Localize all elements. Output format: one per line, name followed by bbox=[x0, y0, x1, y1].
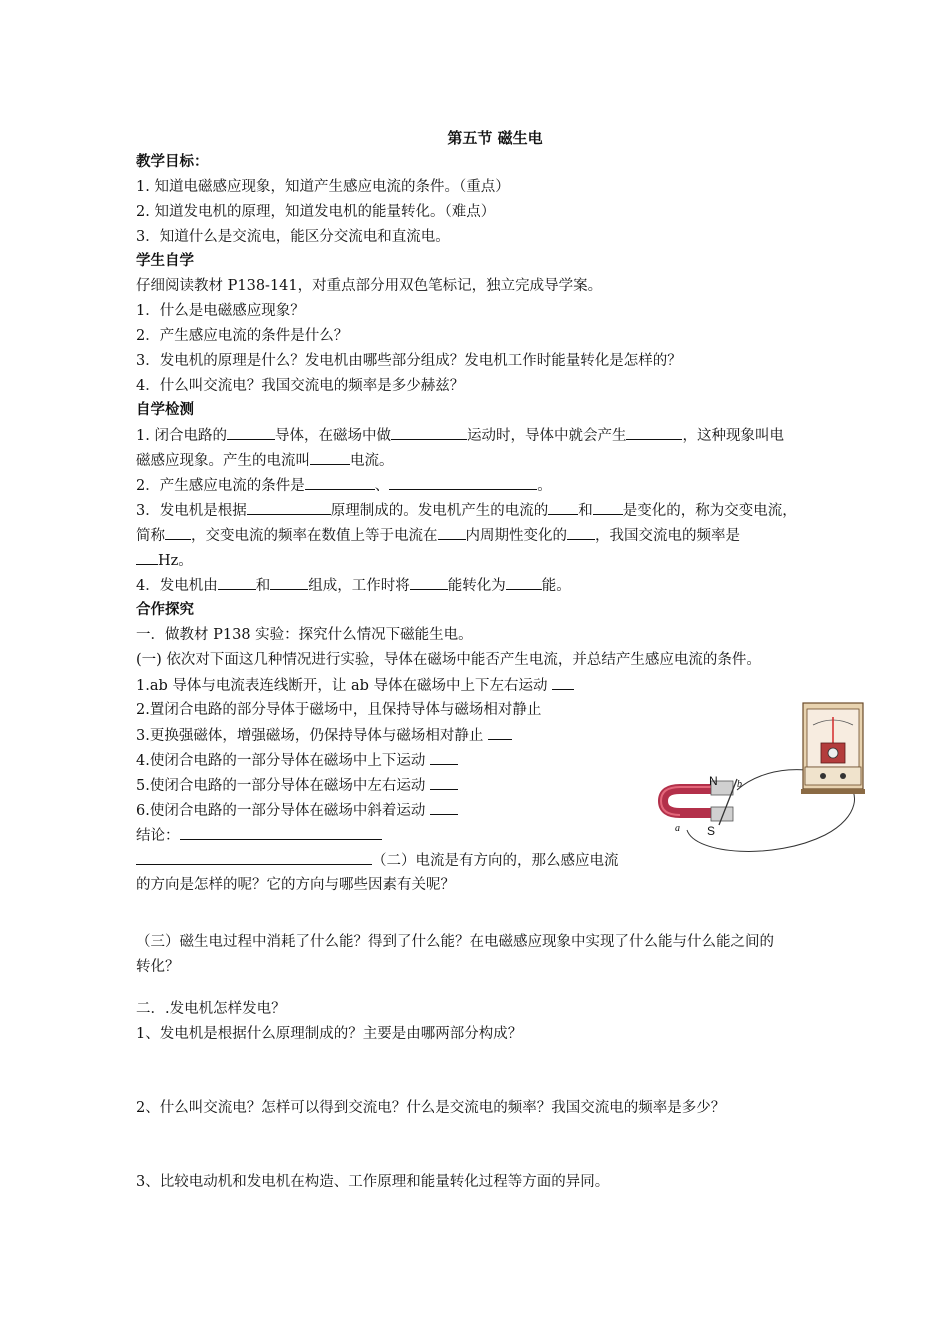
answer-blank[interactable] bbox=[136, 550, 158, 565]
goal-item: 1. 知道电磁感应现象，知道产生感应电流的条件。（重点） bbox=[136, 179, 510, 195]
generator-question: 1、发电机是根据什么原理制成的？主要是由哪两部分构成？ bbox=[136, 1026, 523, 1042]
answer-blank[interactable] bbox=[430, 750, 458, 765]
answer-blank[interactable] bbox=[389, 475, 537, 490]
page-title: 第五节 磁生电 bbox=[447, 129, 543, 147]
self-check-q1: 1. 闭合电路的 导体，在磁场中做 运动时，导体中就会产生 ，这种现象叫电 bbox=[136, 425, 784, 446]
answer-blank[interactable] bbox=[552, 675, 574, 690]
self-study-heading: 学生自学 bbox=[136, 252, 194, 269]
answer-blank[interactable] bbox=[247, 500, 331, 515]
answer-blank[interactable] bbox=[567, 525, 595, 540]
answer-blank[interactable] bbox=[270, 575, 308, 590]
answer-blank[interactable] bbox=[136, 850, 372, 865]
goals-heading: 教学目标： bbox=[136, 153, 209, 170]
answer-blank[interactable] bbox=[305, 475, 375, 490]
generator-question: 2、什么叫交流电？怎样可以得到交流电？什么是交流电的频率？我国交流电的频率是多少？ bbox=[136, 1100, 726, 1116]
answer-blank[interactable] bbox=[438, 525, 466, 540]
answer-blank[interactable] bbox=[626, 425, 682, 440]
self-check-heading: 自学检测 bbox=[136, 401, 194, 418]
answer-blank[interactable] bbox=[430, 800, 458, 815]
answer-blank[interactable] bbox=[488, 725, 512, 740]
answer-blank[interactable] bbox=[391, 425, 467, 440]
generator-heading: 二．.发电机怎样发电？ bbox=[136, 1001, 286, 1017]
cooperate-heading: 合作探究 bbox=[136, 601, 194, 618]
experiment-case: 3.更换强磁体，增强磁场，仍保持导体与磁场相对静止 bbox=[136, 725, 512, 746]
self-study-question: 2．产生感应电流的条件是什么？ bbox=[136, 328, 349, 344]
experiment-case: 4.使闭合电路的一部分导体在磁场中上下运动 bbox=[136, 750, 458, 771]
self-check-q3-end: Hz。 bbox=[136, 550, 193, 571]
answer-blank[interactable] bbox=[506, 575, 542, 590]
answer-blank[interactable] bbox=[227, 425, 275, 440]
answer-blank[interactable] bbox=[430, 775, 458, 790]
experiment-case: 1.ab 导体与电流表连线断开，让 ab 导体在磁场中上下左右运动 bbox=[136, 675, 574, 696]
goal-item: 3．知道什么是交流电，能区分交流电和直流电。 bbox=[136, 229, 450, 245]
answer-blank[interactable] bbox=[548, 500, 578, 515]
experiment-case: 6.使闭合电路的一部分导体在磁场中斜着运动 bbox=[136, 800, 458, 821]
answer-blank[interactable] bbox=[180, 825, 382, 840]
conclusion-line: 结论： bbox=[136, 825, 382, 846]
self-check-q2: 2．产生感应电流的条件是 、 。 bbox=[136, 475, 552, 496]
generator-question: 3、比较电动机和发电机在构造、工作原理和能量转化过程等方面的异同。 bbox=[136, 1174, 610, 1190]
label-a: a bbox=[675, 823, 680, 834]
self-study-question: 4．什么叫交流电？我国交流电的频率是多少赫兹？ bbox=[136, 378, 465, 394]
answer-blank[interactable] bbox=[218, 575, 256, 590]
label-n: N bbox=[709, 774, 718, 788]
self-check-q3: 3．发电机是根据 原理制成的。发电机产生的电流的 和 是变化的，称为交变电流， bbox=[136, 500, 797, 521]
self-check-q1-cont: 磁感应现象。产生的电流叫 电流。 bbox=[136, 450, 394, 471]
experiment-sub1: (一) 依次对下面这几种情况进行实验，导体在磁场中能否产生电流，并总结产生感应电流的条件。 bbox=[136, 652, 761, 668]
experiment-figure bbox=[655, 695, 870, 865]
label-s: S bbox=[707, 824, 716, 838]
sub2-line-cont: 的方向是怎样的呢？它的方向与哪些因素有关呢？ bbox=[136, 877, 455, 893]
horseshoe-magnet bbox=[661, 781, 733, 821]
self-study-intro: 仔细阅读教材 P138-141，对重点部分用双色笔标记，独立完成导学案。 bbox=[136, 278, 603, 294]
answer-blank[interactable] bbox=[165, 525, 191, 540]
sub3-line: （三）磁生电过程中消耗了什么能？得到了什么能？在电磁感应现象中实现了什么能与什么能之间的 bbox=[136, 934, 774, 950]
answer-blank[interactable] bbox=[310, 450, 350, 465]
experiment-case: 2.置闭合电路的部分导体于磁场中，且保持导体与磁场相对静止 bbox=[136, 702, 542, 718]
answer-blank[interactable] bbox=[593, 500, 623, 515]
self-study-question: 1．什么是电磁感应现象？ bbox=[136, 303, 305, 319]
self-check-q3-cont: 简称 ，交变电流的频率在数值上等于电流在 内周期性变化的 ，我国交流电的频率是 bbox=[136, 525, 740, 546]
goal-item: 2. 知道发电机的原理，知道发电机的能量转化。（难点） bbox=[136, 204, 496, 220]
self-study-question: 3．发电机的原理是什么？发电机由哪些部分组成？发电机工作时能量转化是怎样的？ bbox=[136, 353, 682, 369]
sub3-line-cont: 转化？ bbox=[136, 959, 180, 975]
answer-blank[interactable] bbox=[410, 575, 448, 590]
experiment-intro: 一．做教材 P138 实验：探究什么情况下磁能生电。 bbox=[136, 627, 473, 643]
label-b: b bbox=[737, 779, 742, 790]
experiment-case: 5.使闭合电路的一部分导体在磁场中左右运动 bbox=[136, 775, 458, 796]
sub2-line: （二）电流是有方向的，那么感应电流 bbox=[136, 850, 619, 871]
galvanometer bbox=[801, 703, 865, 794]
self-check-q4: 4．发电机由 和 组成，工作时将 能转化为 能。 bbox=[136, 575, 571, 596]
